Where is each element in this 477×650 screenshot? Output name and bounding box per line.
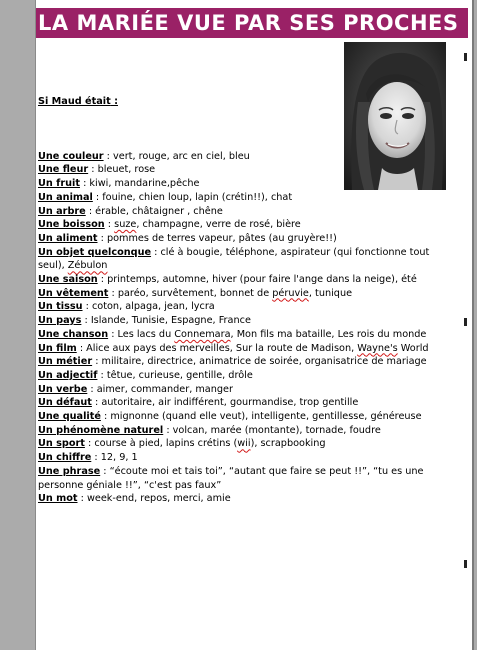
item-text: : autoritaire, air indifférent, gourmandise, trop gentille bbox=[91, 397, 359, 409]
item-label: Un film bbox=[38, 342, 77, 354]
item-misspelled-word: suze bbox=[114, 219, 137, 231]
list-item bbox=[38, 177, 438, 191]
item-text: : kiwi, mandarine,pêche bbox=[79, 178, 200, 190]
list-item bbox=[38, 273, 438, 287]
list-item bbox=[38, 246, 438, 273]
item-label: Un animal bbox=[38, 191, 93, 203]
item-misspelled-word: wii bbox=[237, 438, 251, 450]
intro-suffix: : bbox=[110, 96, 118, 107]
item-text-continued: ), scrapbooking bbox=[250, 438, 326, 450]
item-misspelled-word: péruvie bbox=[272, 287, 309, 299]
item-text: : course à pied, lapins crétins ( bbox=[84, 438, 238, 450]
item-text: : 12, 9, 1 bbox=[91, 452, 138, 464]
item-text: : coton, alpaga, jean, lycra bbox=[82, 301, 215, 313]
list-item bbox=[38, 369, 438, 383]
list-item bbox=[38, 287, 438, 301]
page-edge-mark bbox=[464, 53, 467, 61]
item-text: : militaire, directrice, animatrice de soirée, organisatrice de mariage bbox=[92, 356, 427, 368]
item-label: Un fruit bbox=[38, 178, 80, 190]
list-item bbox=[38, 342, 438, 356]
item-label: Un mot bbox=[38, 493, 78, 505]
item-misspelled-word: Connemara bbox=[174, 328, 231, 340]
document-page bbox=[35, 0, 472, 650]
item-label: Un adjectif bbox=[38, 369, 98, 381]
item-text: : têtue, curieuse, gentille, drôle bbox=[97, 369, 253, 381]
item-text-continued: , Mon fils ma bataille, Les rois du monde bbox=[230, 328, 427, 340]
list-item bbox=[38, 163, 438, 177]
item-text: : Les lacs du bbox=[108, 328, 175, 340]
list-item bbox=[38, 328, 438, 342]
item-text: : érable, châtaigner , chêne bbox=[85, 205, 223, 217]
list-item bbox=[38, 355, 438, 369]
item-text-continued: , tunique bbox=[308, 287, 353, 299]
item-text: : “écoute moi et tais toi”, “autant que faire se peut !!”, “tu es une personne géniale !!”, “c'est pas faux” bbox=[38, 465, 424, 491]
list-item bbox=[38, 383, 438, 397]
item-label: Un aliment bbox=[38, 232, 98, 244]
item-text-continued: , champagne, verre de rosé, bière bbox=[136, 219, 301, 231]
item-label: Un vêtement bbox=[38, 287, 109, 299]
list-item bbox=[38, 218, 438, 232]
item-text-continued: World bbox=[397, 342, 429, 354]
profile-text bbox=[38, 95, 438, 506]
item-text: : paréo, survêtement, bonnet de bbox=[108, 287, 273, 299]
item-label: Un tissu bbox=[38, 301, 83, 313]
item-label: Une qualité bbox=[38, 411, 101, 423]
item-misspelled-word: Wayne's bbox=[357, 342, 398, 354]
item-label: Une couleur bbox=[38, 150, 104, 162]
item-label: Un défaut bbox=[38, 397, 92, 409]
list-item bbox=[38, 300, 438, 314]
page-title: LA MARIÉE VUE PAR SES PROCHES bbox=[36, 8, 468, 38]
item-label: Un phénomène naturel bbox=[38, 424, 164, 436]
item-text: : mignonne (quand elle veut), intelligente, gentillesse, généreuse bbox=[100, 411, 422, 423]
item-label: Une phrase bbox=[38, 465, 101, 477]
item-text: : pommes de terres vapeur, pâtes (au gruyère!!) bbox=[97, 232, 337, 244]
item-label: Un chiffre bbox=[38, 452, 92, 464]
item-label: Un verbe bbox=[38, 383, 88, 395]
list-item bbox=[38, 191, 438, 205]
intro-label: Si Maud était bbox=[38, 96, 111, 107]
list-item bbox=[38, 451, 438, 465]
item-label: Une chanson bbox=[38, 328, 109, 340]
list-item bbox=[38, 492, 438, 506]
item-label: Un arbre bbox=[38, 205, 86, 217]
item-text: : fouine, chien loup, lapin (crétin!!), chat bbox=[92, 191, 293, 203]
list-item bbox=[38, 232, 438, 246]
list-item bbox=[38, 205, 438, 219]
profile-list bbox=[38, 150, 438, 506]
list-item bbox=[38, 410, 438, 424]
list-item bbox=[38, 424, 438, 438]
item-text: : printemps, automne, hiver (pour faire l'ange dans la neige), été bbox=[97, 274, 417, 286]
item-label: Une boisson bbox=[38, 219, 105, 231]
item-misspelled-word: Zébulon bbox=[67, 260, 108, 272]
page-edge-mark bbox=[464, 318, 467, 326]
item-label: Une fleur bbox=[38, 164, 89, 176]
item-text: : Alice aux pays des merveilles, Sur la route de Madison, bbox=[76, 342, 358, 354]
item-text: : aimer, commander, manger bbox=[87, 383, 233, 395]
item-text: : clé à bougie, téléphone, aspirateur (qui fonctionne tout seul), bbox=[38, 246, 430, 272]
item-text: : Islande, Tunisie, Espagne, France bbox=[81, 315, 251, 327]
list-item bbox=[38, 396, 438, 410]
page-edge-mark bbox=[464, 560, 467, 568]
list-item bbox=[38, 314, 438, 328]
item-label: Une saison bbox=[38, 274, 98, 286]
item-text: : bbox=[104, 219, 115, 231]
item-text: : volcan, marée (montante), tornade, foudre bbox=[163, 424, 381, 436]
item-label: Un pays bbox=[38, 315, 82, 327]
list-item bbox=[38, 437, 438, 451]
item-label: Un sport bbox=[38, 438, 85, 450]
item-label: Un métier bbox=[38, 356, 93, 368]
item-text: : week-end, repos, merci, amie bbox=[77, 493, 231, 505]
intro-heading bbox=[38, 95, 438, 109]
list-item bbox=[38, 465, 438, 492]
list-item bbox=[38, 150, 438, 164]
item-text: : bleuet, rose bbox=[88, 164, 156, 176]
item-text: : vert, rouge, arc en ciel, bleu bbox=[103, 150, 250, 162]
item-label: Un objet quelconque bbox=[38, 246, 152, 258]
